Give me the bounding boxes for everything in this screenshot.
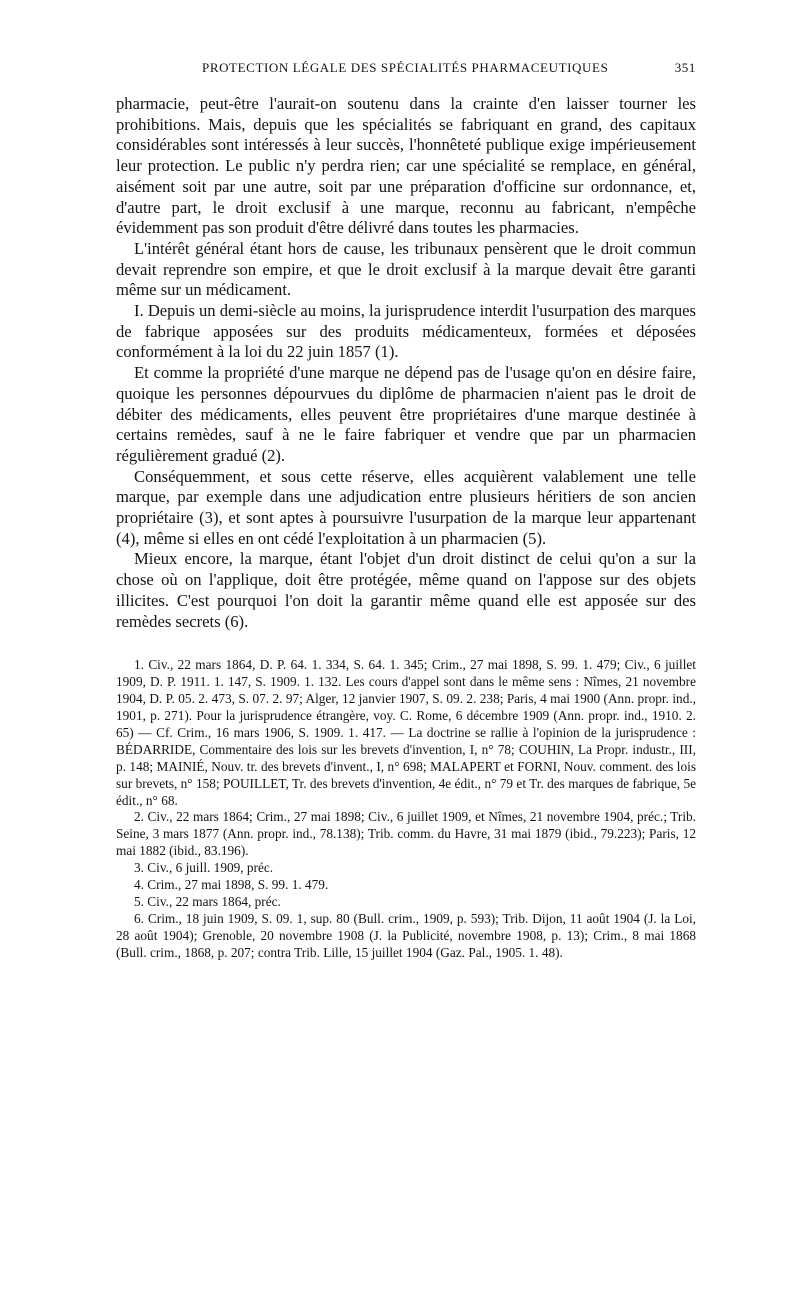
running-title: PROTECTION LÉGALE DES SPÉCIALITÉS PHARMACEUTIQUES (202, 60, 609, 75)
footnote: 2. Civ., 22 mars 1864; Crim., 27 mai 1898; Civ., 6 juillet 1909, et Nîmes, 21 novembre 1904, préc.; Trib. Seine, 3 mars 1877 (Ann. propr. ind., 78.138); Trib. comm. du Havre, 31 mai 1879 (ibid., 79.223); Paris, 12 mai 1882 (ibid., 83.196). (116, 809, 696, 859)
footnote: 6. Crim., 18 juin 1909, S. 09. 1, sup. 80 (Bull. crim., 1909, p. 593); Trib. Dijon, 11 août 1904 (J. la Loi, 28 août 1904); Grenoble, 20 novembre 1908 (J. la Publicité, novembre 1908, p. 13); Crim., 8 mai 1868 (Bull. crim., 1868, p. 207; contra Trib. Lille, 15 juillet 1904 (Gaz. Pal., 1905. 1. 48). (116, 910, 696, 960)
paragraph: I. Depuis un demi-siècle au moins, la jurisprudence interdit l'usurpation des marques de fabrique apposées sur des produits médicamenteux, formées et déposées conformément à la loi du 22 juin 1857 (1). (116, 301, 696, 362)
footnote: 1. Civ., 22 mars 1864, D. P. 64. 1. 334, S. 64. 1. 345; Crim., 27 mai 1898, S. 99. 1. 479; Civ., 6 juillet 1909, D. P. 1911. 1. 147, S. 1909. 1. 132. Les cours d'appel sont dans le même sens : Nîmes, 21 novembre 1904, D. P. 05. 2. 473, S. 07. 2. 97; Alger, 12 janvier 1907, S. 09. 2. 238; Paris, 4 mai 1900 (Ann. propr. ind., 1901, p. 271). Pour la jurisprudence étrangère, voy. C. Rome, 6 décembre 1909 (Ann. propr. ind., 1910. 2. 65) — Cf. Crim., 16 mars 1906, S. 1909. 1. 417. — La doctrine se rallie à l'opinion de la jurisprudence : BÉDARRIDE, Commentaire des lois sur les brevets d'invention, I, n° 78; COUHIN, La Propr. industr., III, p. 148; MAINIÉ, Nouv. tr. des brevets d'invent., I, n° 698; MALAPERT et FORNI, Nouv. comment. des lois sur brevets, n° 158; POUILLET, Tr. des brevets d'invention, 4e édit., n° 79 et Tr. des marques de fabrique, 5e édit., n° 68. (116, 657, 696, 808)
paragraph: Conséquemment, et sous cette réserve, elles acquièrent valablement une telle marque, par exemple dans une adjudication entre plusieurs héritiers de son ancien propriétaire (3), et sont aptes à poursuivre l'usurpation de la marque leur appartenant (4), même si elles en ont cédé l'exploitation à un pharmacien (5). (116, 466, 696, 548)
paragraph: Et comme la propriété d'une marque ne dépend pas de l'usage qu'on en désire faire, quoique les personnes dépourvues du diplôme de pharmacien n'aient pas le droit de débiter des médicaments, elles peuvent être propriétaires d'une marque destinée à certains remèdes, sauf à ne le faire fabriquer et vendre que par un pharmacien régulièrement gradué (2). (116, 363, 696, 465)
paragraph: Mieux encore, la marque, étant l'objet d'un droit distinct de celui qu'on a sur la chose où on l'applique, doit être protégée, même quand on l'appose sur des objets illicites. C'est pourquoi l'on doit la garantir même quand elle est apposée sur des remèdes secrets (6). (116, 549, 696, 631)
running-header (116, 60, 696, 80)
document-page (116, 60, 696, 962)
footnote: 5. Civ., 22 mars 1864, préc. (134, 893, 281, 909)
page-number: 351 (674, 60, 696, 75)
main-text (116, 94, 696, 632)
paragraph: L'intérêt général étant hors de cause, les tribunaux pensèrent que le droit commun devait reprendre son empire, et que le droit exclusif à la marque devait être garanti même sur un médicament. (116, 238, 696, 300)
footnote: 4. Crim., 27 mai 1898, S. 99. 1. 479. (134, 877, 329, 893)
footnote: 3. Civ., 6 juill. 1909, préc. (134, 860, 274, 876)
paragraph: pharmacie, peut-être l'aurait-on soutenu dans la crainte d'en laisser tourner les prohibitions. Mais, depuis que les spécialités se fabriquant en grand, des capitaux considérables sont intéressés à leur succès, l'honnêteté publique exige impérieusement leur protection. Le public n'y perdra rien; car une spécialité se remplace, en général, aisément soit par une autre, soit par une préparation d'officine sur ordonnance, et, d'autre part, le droit exclusif à une marque, reconnu au fabricant, n'empêche évidemment pas son produit d'être délivré dans toutes les pharmacies. (116, 94, 696, 238)
footnotes (116, 657, 696, 961)
